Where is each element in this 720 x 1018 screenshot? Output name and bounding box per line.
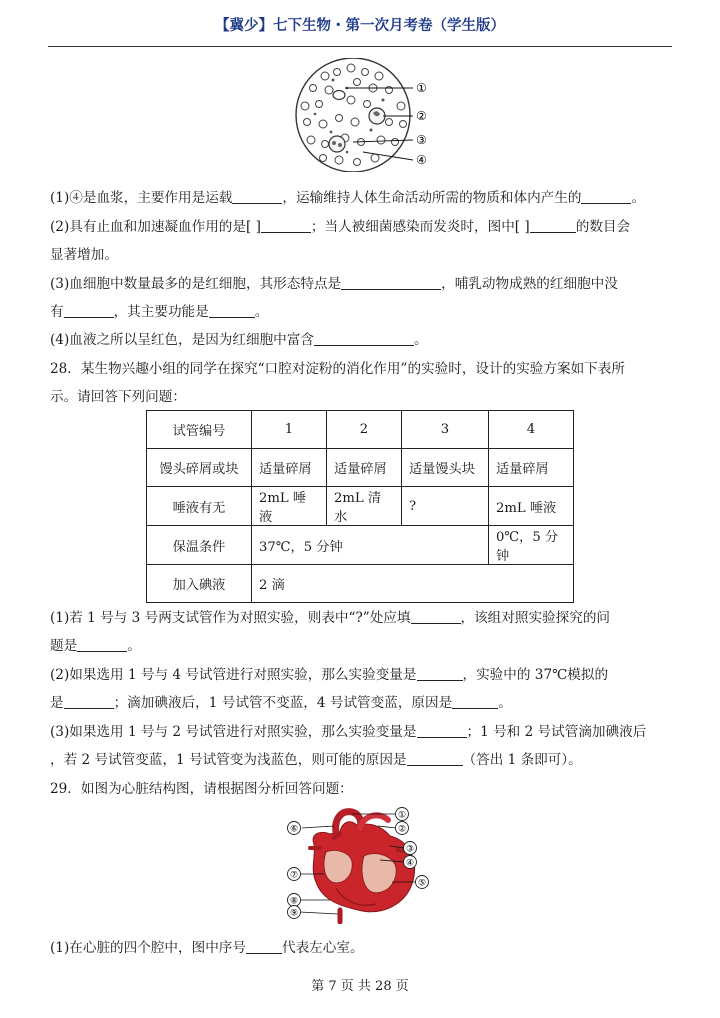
q27-part2-cont: 显著增加。 [50,247,118,263]
heart-label-6: ⑥ [289,824,299,835]
q28-part1: (1)若 1 号与 3 号两支试管作为对照实验，则表中“?”处应填 ，该组对照实验探究的问 [50,610,611,626]
heart-label-8: ⑧ [289,896,299,907]
q27-part1: (1)④是血浆，主要作用是运载 ，运输维持人体生命活动所需的物质和体内产生的 。 [50,190,646,206]
table-cell: 4 [489,411,574,449]
answer-blank[interactable] [246,939,282,954]
blood-label-1: ① [416,81,427,95]
table-cell: 适量碎屑 [327,449,402,487]
table-cell: 2 滴 [252,565,574,603]
heart-label-1: ① [397,810,407,821]
heart-diagram [280,804,440,924]
table-row [147,411,574,449]
heart-label-5: ⑤ [417,878,427,889]
table-cell: 37℃，5 分钟 [252,526,489,565]
heart-label-7: ⑦ [289,870,299,881]
microscope-field [296,58,410,172]
q28-part3: (3)如果选用 1 号与 2 号试管进行对照实验，那么实验变量是 ；1 号和 2 号试管滴加碘液后 [50,724,647,740]
blood-label-3: ③ [416,133,427,147]
answer-blank[interactable] [64,694,114,709]
answer-blank[interactable] [411,609,461,624]
heart-label-2: ② [397,824,407,835]
q27-part4: (4)血液之所以呈红色，是因为红细胞中富含 。 [50,332,428,348]
heart-label-4: ④ [405,858,415,869]
table-cell: 2mL 清水 [327,487,402,526]
table-cell: 适量碎屑 [489,449,574,487]
q29-intro: 29．如图为心脏结构图，请根据图分析回答问题： [50,781,353,797]
answer-blank[interactable] [314,331,414,346]
answer-blank[interactable] [232,189,282,204]
answer-blank[interactable] [452,694,498,709]
answer-blank[interactable] [417,723,467,738]
table-row [147,449,574,487]
q28-intro-cont: 示。请回答下列问题： [50,389,186,405]
answer-blank[interactable] [407,751,463,766]
table-cell: 加入碘液 [147,565,252,603]
blood-label-2: ② [416,109,427,123]
answer-blank[interactable] [530,218,576,233]
table-cell: 馒头碎屑或块 [147,449,252,487]
table-cell: 2 [327,411,402,449]
answer-blank[interactable] [209,303,255,318]
q27-part2: (2)具有止血和加速凝血作用的是[ ] ；当人被细菌感染而发炎时，图中[ ] 的数目会 [50,219,631,235]
answer-blank[interactable] [77,637,127,652]
answer-blank[interactable] [417,666,463,681]
page-footer: 第 7 页 共 28 页 [311,979,409,994]
q28-part2-cont: 是 ；滴加碘液后，1 号试管不变蓝，4 号试管变蓝，原因是 。 [50,695,512,711]
q28-part3-cont: ，若 2 号试管变蓝，1 号试管变为浅蓝色，则可能的原因是 （答出 1 条即可）。 [50,752,582,768]
table-cell: 1 [252,411,327,449]
table-cell: 0℃，5 分钟 [489,526,574,565]
q27-part3: (3)血细胞中数量最多的是红细胞，其形态特点是 ，哺乳动物成熟的红细胞中没 [50,276,618,292]
table-row [147,565,574,603]
answer-blank[interactable] [341,275,441,290]
table-cell: 保温条件 [147,526,252,565]
table-cell: 3 [402,411,489,449]
answer-blank[interactable] [581,189,631,204]
heart-label-9: ⑨ [289,908,299,919]
heart-label-3: ③ [405,844,415,855]
table-cell: 2mL 唾液 [252,487,327,526]
q28-part2: (2)如果选用 1 号与 4 号试管进行对照实验，那么实验变量是 ，实验中的 37℃模拟的 [50,667,609,683]
table-cell: 适量碎屑 [252,449,327,487]
q28-intro: 28．某生物兴趣小组的同学在探究“口腔对淀粉的消化作用”的实验时，设计的实验方案如下表所 [50,361,625,377]
answer-blank[interactable] [261,218,311,233]
table-cell: 唾液有无 [147,487,252,526]
blood-label-4: ④ [416,153,427,167]
header-rule [48,46,672,47]
q29-part1: (1)在心脏的四个腔中，图中序号 代表左心室。 [50,940,364,956]
q27-part3-cont: 有 ，其主要功能是 。 [50,304,269,320]
table-row [147,487,574,526]
page-header: 【冀少】七下生物・第一次月考卷（学生版） [215,18,505,34]
experiment-table [146,410,574,603]
table-cell: ? [402,487,489,526]
answer-blank[interactable] [64,303,114,318]
table-row [147,526,574,565]
q28-part1-cont: 题是 。 [50,638,141,654]
table-cell: 适量馒头块 [402,449,489,487]
table-cell: 2mL 唾液 [489,487,574,526]
table-cell: 试管编号 [147,411,252,449]
blood-smear-figure [285,58,445,172]
